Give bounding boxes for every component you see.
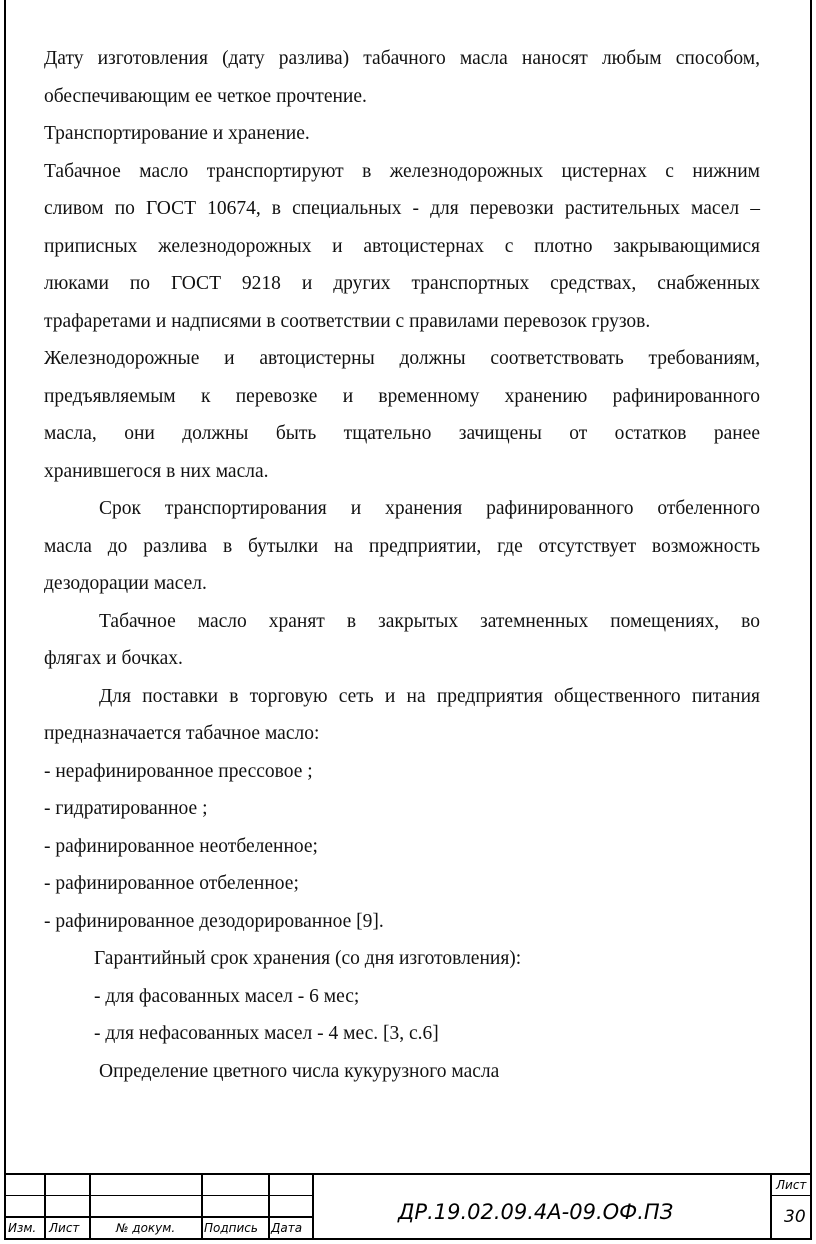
stamp-col-line	[44, 1173, 46, 1240]
stamp-row-line	[770, 1195, 810, 1196]
paragraph-line: дезодорации масел.	[44, 573, 207, 594]
paragraph-line: предъявляемым к перевозке и временному хранению рафинированного	[44, 385, 760, 407]
paragraph-line: хранившегося в них масла.	[44, 460, 269, 482]
izm-label: Изм.	[8, 1221, 37, 1235]
stamp-col-line	[268, 1173, 270, 1240]
paragraph-line: обеспечивающим ее четкое прочтение.	[44, 85, 367, 107]
document-body	[44, 40, 760, 1090]
paragraph-line: масла до разлива в бутылки на предприятии, где отсутствует возможность	[44, 535, 760, 557]
paragraph-line: сливом по ГОСТ 10674, в специальных - для перевозки растительных масел –	[44, 198, 760, 219]
list-item: - рафинированное дезодорированное [9].	[44, 910, 384, 932]
section-heading: Транспортирование и хранение.	[44, 123, 310, 144]
paragraph-line: приписных железнодорожных и автоцистернах с плотно закрывающимися	[44, 235, 760, 257]
date-label: Дата	[271, 1221, 303, 1235]
paragraph: Гарантийный срок хранения (со дня изготовления):	[94, 948, 522, 969]
stamp-col-line	[770, 1173, 772, 1240]
paragraph-line: предназначается табачное масло:	[44, 723, 320, 744]
list-item: - для нефасованных масел - 4 мес. [3, с.6]	[94, 1023, 439, 1044]
doc-number-label: № докум.	[116, 1221, 176, 1235]
title-block	[6, 1173, 810, 1240]
paragraph-line: флягах и бочках.	[44, 648, 183, 669]
list-item: - нерафинированное прессовое ;	[44, 760, 313, 782]
paragraph-line: люками по ГОСТ 9218 и других транспортных средствах, снабженных	[44, 273, 760, 294]
paragraph-line: масла, они должны быть тщательно зачищены от остатков ранее	[44, 423, 760, 444]
list-label: Лист	[49, 1221, 80, 1235]
stamp-row-line	[6, 1195, 312, 1196]
paragraph: Дату изготовления (дату разлива) табачного масла наносят любым способом,	[44, 48, 760, 69]
stamp-col-line	[312, 1173, 314, 1240]
list-item: - для фасованных масел - 6 мес;	[94, 985, 360, 1007]
signature-label: Подпись	[204, 1221, 258, 1235]
paragraph: Для поставки в торговую сеть и на предприятия общественного питания	[99, 685, 760, 707]
paragraph: Срок транспортирования и хранения рафинированного отбеленного	[99, 498, 760, 519]
paragraph-line: трафаретами и надписями в соответствии с правилами перевозок грузов.	[44, 310, 651, 332]
list-item: - рафинированное отбеленное;	[44, 873, 299, 894]
stamp-col-line	[201, 1173, 203, 1240]
list-item: - рафинированное неотбеленное;	[44, 835, 318, 857]
section-heading: Определение цветного числа кукурузного масла	[99, 1060, 500, 1082]
sheet-number: 30	[784, 1207, 806, 1227]
stamp-top-border	[6, 1173, 810, 1175]
list-item: - гидратированное ;	[44, 798, 208, 819]
paragraph: Железнодорожные и автоцистерны должны соответствовать требованиям,	[44, 348, 760, 369]
stamp-row-line	[6, 1216, 312, 1218]
document-code: ДР.19.02.09.4А-09.ОФ.ПЗ	[398, 1200, 674, 1224]
paragraph: Табачное масло хранят в закрытых затемненных помещениях, во	[99, 610, 760, 632]
stamp-col-line	[89, 1173, 91, 1240]
paragraph: Табачное масло транспортируют в железнодорожных цистернах с нижним	[44, 160, 760, 182]
sheet-label: Лист	[776, 1178, 807, 1192]
